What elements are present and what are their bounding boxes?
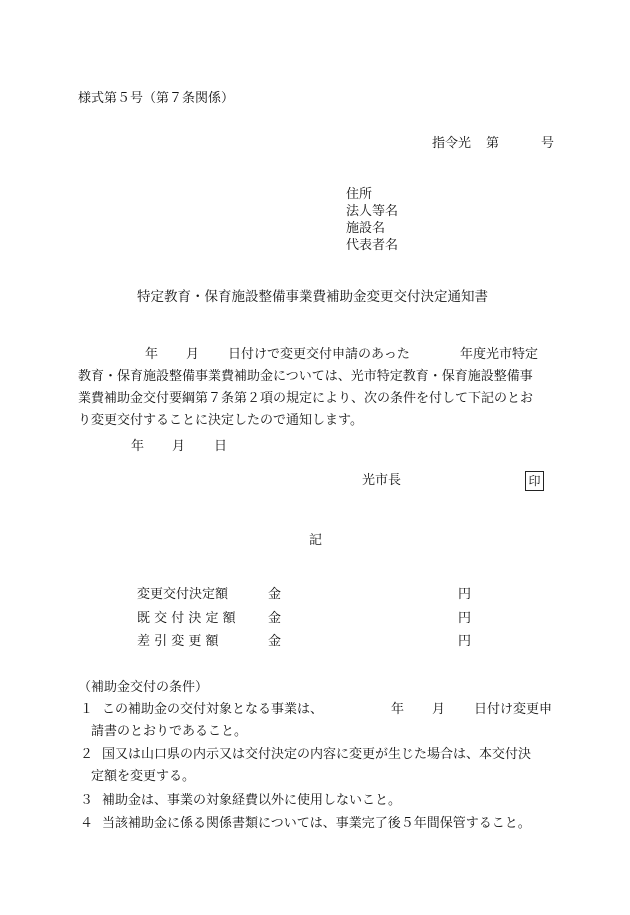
body-line-4: り変更交付することに決定したので通知します。 xyxy=(78,413,363,428)
condition-2-num: ２ xyxy=(80,747,94,762)
condition-4-num: ４ xyxy=(80,816,94,831)
recipient-representative: 代表者名 xyxy=(346,238,399,253)
amount-en: 円 xyxy=(458,587,472,602)
date-hi: 日 xyxy=(214,439,228,454)
condition-1-text: この補助金の交付対象となる事業は、 xyxy=(102,702,324,717)
amount-kin: 金 xyxy=(268,611,282,626)
amount-label: 差 引 変 更 額 xyxy=(137,634,219,649)
amount-kin: 金 xyxy=(268,634,282,649)
condition-1-tail: 日付け変更申 xyxy=(474,702,553,717)
date-tsuki: 月 xyxy=(172,439,186,454)
seal-box: 印 xyxy=(525,471,544,491)
amount-en: 円 xyxy=(458,634,472,649)
body-hi-text: 日付けで変更交付申請のあった xyxy=(228,347,410,362)
body-tsuki: 月 xyxy=(186,347,200,362)
condition-3-text: 補助金は、事業の対象経費以外に使用しないこと。 xyxy=(102,793,402,808)
condition-1-num: １ xyxy=(80,702,94,717)
condition-1-tsuki: 月 xyxy=(432,702,446,717)
condition-2-text: 国又は山口県の内示又は交付決定の内容に変更が生じた場合は、本交付決 xyxy=(102,747,532,762)
order-prefix: 指令光 xyxy=(432,136,472,151)
date-nen: 年 xyxy=(131,439,145,454)
amount-label: 変更交付決定額 xyxy=(137,587,229,602)
condition-1-cont: 請書のとおりであること。 xyxy=(91,724,248,739)
amount-label: 既 交 付 決 定 額 xyxy=(137,611,236,626)
page-title: 特定教育・保育施設整備事業費補助金変更交付決定通知書 xyxy=(137,289,488,305)
recipient-corporation: 法人等名 xyxy=(346,204,399,219)
condition-3-num: ３ xyxy=(80,793,94,808)
issuer-name: 光市長 xyxy=(362,473,402,488)
condition-4-text: 当該補助金に係る関係書類については、事業完了後５年間保管すること。 xyxy=(102,816,531,831)
condition-2-cont: 定額を変更する。 xyxy=(91,769,196,784)
body-nendo-text: 年度光市特定 xyxy=(460,347,539,362)
recipient-address: 住所 xyxy=(346,187,373,202)
form-number: 様式第５号（第７条関係） xyxy=(78,91,235,106)
recipient-facility: 施設名 xyxy=(346,221,386,236)
ki-heading: 記 xyxy=(309,533,323,548)
condition-1-nen: 年 xyxy=(391,702,405,717)
conditions-heading: （補助金交付の条件） xyxy=(78,680,209,695)
order-go: 号 xyxy=(541,136,555,151)
body-nen: 年 xyxy=(145,347,159,362)
body-line-2: 教育・保育施設整備事業費補助金については、光市特定教育・保育施設整備事 xyxy=(78,369,533,384)
amount-en: 円 xyxy=(458,611,472,626)
order-dai: 第 xyxy=(486,136,500,151)
body-line-3: 業費補助金交付要綱第７条第２項の規定により、次の条件を付して下記のとお xyxy=(78,391,534,406)
amount-kin: 金 xyxy=(268,587,282,602)
